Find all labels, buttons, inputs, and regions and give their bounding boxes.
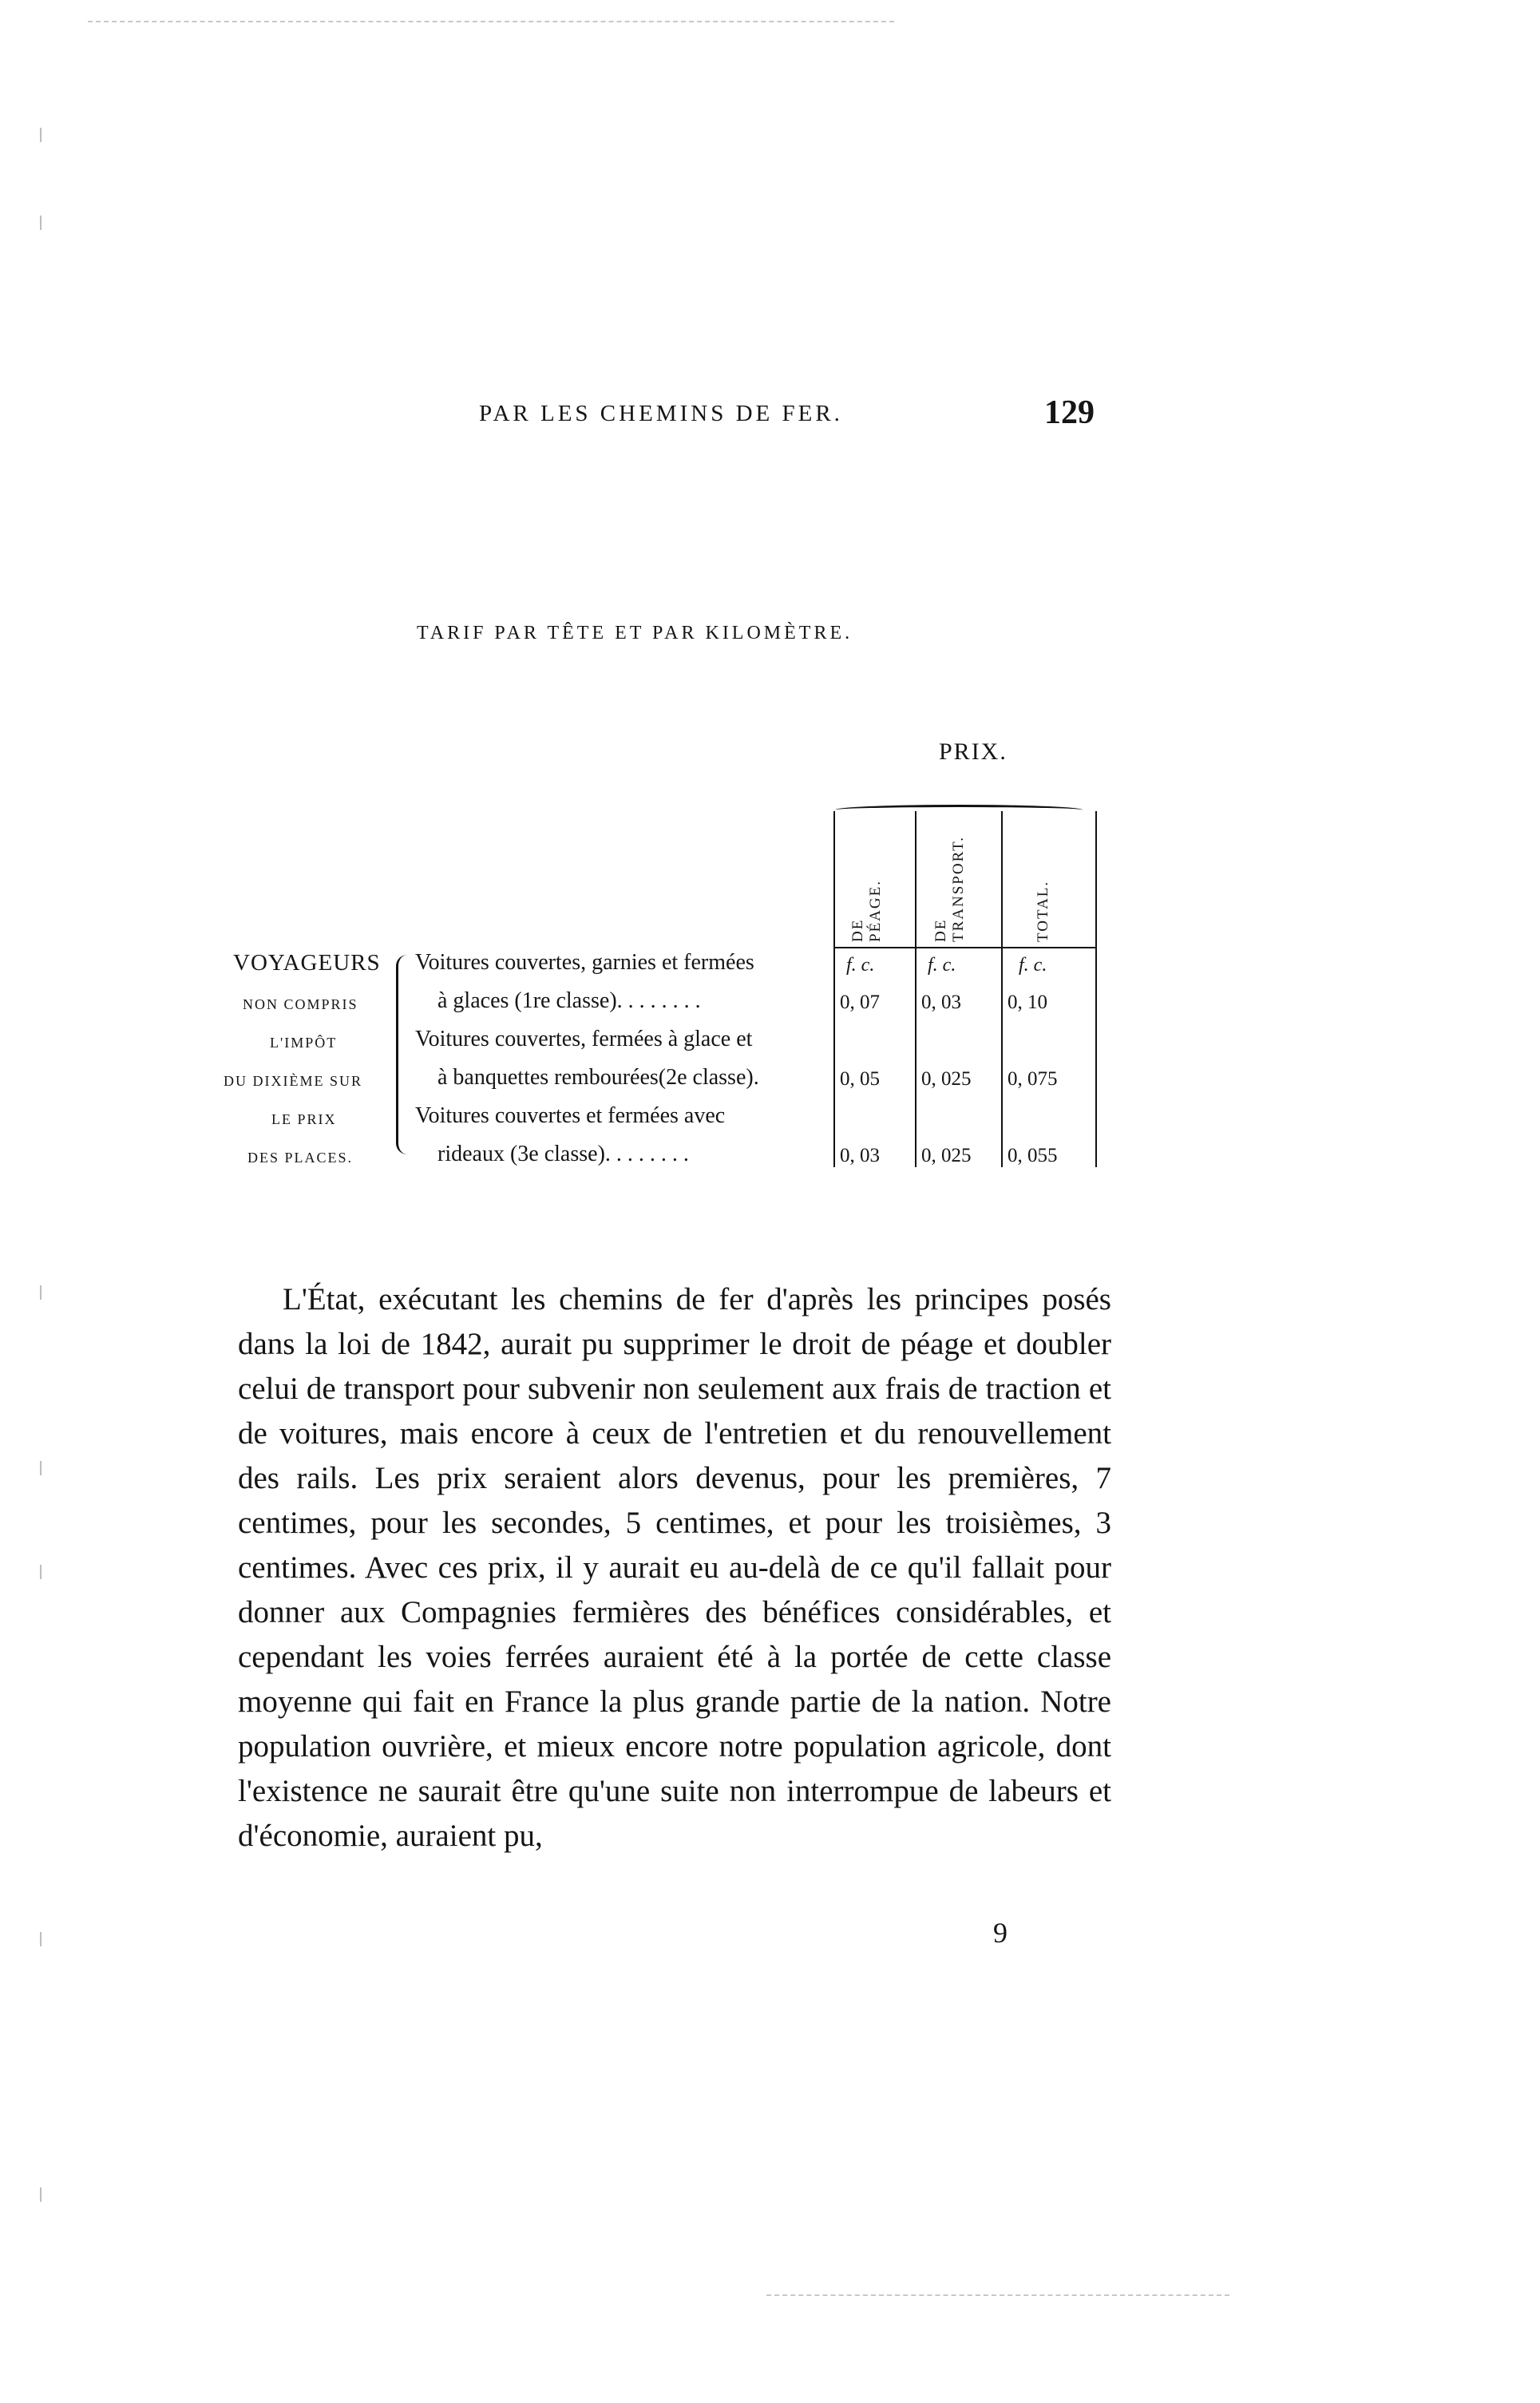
margin-mark [40,2187,42,2202]
price-group-label: PRIX. [939,738,1008,765]
table-title: TARIF PAR TÊTE ET PAR KILOMÈTRE. [417,623,853,643]
price-peage: 0, 03 [840,1145,880,1166]
category-label: VOYAGEURS [233,950,381,976]
price-transport: 0, 025 [921,1068,972,1090]
price-group-brace [835,805,1083,815]
price-transport: 0, 03 [921,992,961,1013]
price-peage: 0, 05 [840,1068,880,1090]
margin-mark [40,216,42,230]
margin-mark [40,1461,42,1475]
row-description: Voitures couvertes et fermées avec [415,1103,726,1128]
paragraph: L'État, exécutant les chemins de fer d'après les principes posés dans la loi de 1842, aurait pu supprimer le droit de péage et doubler celui de transport pour subvenir non seulement aux frais de traction et de voitures, mais encore à ceux de l'entretien et du renouvellement des rails. Les prix seraient alors devenus, pour les premières, 7 centimes, pour les secondes, 5 centimes, et pour les troisièmes, 3 centimes. Avec ces prix, il y aurait eu au-delà de ce qu'il fallait pour donner aux Compagnies fermières des bénéfices considérables, et cependant les voies ferrées auraient été à la portée de cette classe moyenne qui fait en France la plus grande partie de la nation. Notre population ouvrière, et mieux encore notre population agricole, dont l'existence ne saurait être qu'une suite non interrompue de labeurs et d'économie, auraient pu, [238,1282,1111,1853]
column-head-peage: DE PÉAGE. [849,880,884,942]
category-label: LE PRIX [271,1111,337,1127]
price-peage: 0, 07 [840,992,880,1013]
category-label: NON COMPRIS [243,996,358,1012]
price-total: 0, 055 [1008,1145,1058,1166]
price-transport: 0, 025 [921,1145,972,1166]
category-bracket [396,955,410,1154]
table-rule [833,947,1097,948]
row-description: à banquettes rembourées(2e classe). [437,1065,759,1090]
scan-edge-top [88,21,894,22]
scan-edge-bottom [766,2294,1229,2296]
running-title: PAR LES CHEMINS DE FER. [479,401,843,426]
row-description: à glaces (1re classe). . . . . . . . [437,988,701,1013]
price-total: 0, 075 [1008,1068,1058,1090]
table-rule [833,811,835,1167]
margin-mark [40,128,42,142]
category-label: DU DIXIÈME SUR [224,1073,362,1089]
column-head-transport: DE TRANSPORT. [932,835,967,942]
unit-label: f. c. [846,955,875,976]
category-label: DES PLACES. [247,1150,354,1166]
row-description: Voitures couvertes, garnies et fermées [415,950,754,975]
row-description: rideaux (3e classe). . . . . . . . [437,1142,689,1166]
price-total: 0, 10 [1008,992,1047,1013]
category-label: L'IMPÔT [270,1035,338,1051]
unit-label: f. c. [928,955,956,976]
body-text [238,1277,1111,1859]
margin-mark [40,1932,42,1946]
unit-label: f. c. [1019,955,1047,976]
margin-mark [40,1285,42,1300]
page-number: 129 [1044,394,1095,431]
table-rule [1001,811,1003,1167]
table-rule [1095,811,1097,1167]
column-head-total: TOTAL. [1035,880,1051,942]
signature-mark: 9 [993,1917,1008,1949]
table-rule [915,811,916,1167]
margin-mark [40,1565,42,1579]
row-description: Voitures couvertes, fermées à glace et [415,1027,753,1051]
